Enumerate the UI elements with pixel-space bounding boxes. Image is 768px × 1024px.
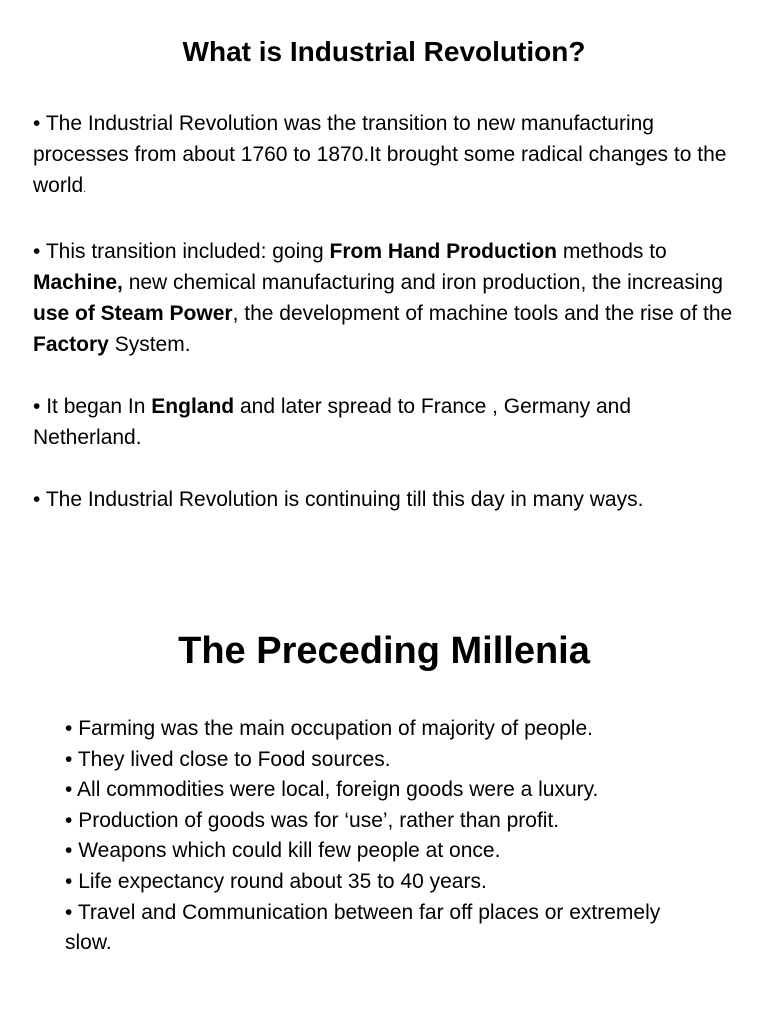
bold-phrase: Machine, xyxy=(33,271,123,294)
bold-phrase: From Hand Production xyxy=(329,240,557,263)
list-item xyxy=(65,806,665,837)
paragraph-text: This transition included: going xyxy=(45,240,330,263)
paragraph-text: The Industrial Revolution is continuing till this day in many ways. xyxy=(45,488,644,511)
list-item xyxy=(65,898,665,959)
bullet-list xyxy=(65,714,665,959)
bullet-glyph: • xyxy=(65,808,73,832)
slide-title: The Preceding Millenia xyxy=(178,630,590,672)
list-item-text: Travel and Communication between far off places or extremely slow. xyxy=(65,900,661,955)
bullet-glyph: • xyxy=(33,395,41,418)
list-item-text: Life expectancy round about 35 to 40 years. xyxy=(78,869,487,893)
bullet-glyph: • xyxy=(33,488,41,511)
bullet-glyph: • xyxy=(33,240,41,263)
list-item-text: Production of goods was for ‘use’, rather than profit. xyxy=(78,808,560,832)
list-item xyxy=(65,836,665,867)
bullet-glyph: • xyxy=(65,717,73,740)
slide-preceding-millenia xyxy=(0,590,768,1024)
list-item-text: Farming was the main occupation of majority of people. xyxy=(78,717,593,740)
list-item-text: They lived close to Food sources. xyxy=(77,747,391,771)
paragraph-text: , the development of machine tools and the rise of the xyxy=(232,302,733,325)
paragraph-text: new chemical manufacturing and iron production, the increasing xyxy=(122,271,723,294)
bold-phrase: use of Steam Power xyxy=(33,302,233,325)
list-item-text: All commodities were local, foreign goods were a luxury. xyxy=(77,778,599,802)
bullet-paragraph-1 xyxy=(33,108,733,205)
list-item-text: Weapons which could kill few people at once. xyxy=(78,839,501,863)
bullet-paragraph-3 xyxy=(33,391,733,453)
bullet-paragraph-2 xyxy=(33,236,733,360)
bullet-glyph: • xyxy=(65,869,73,893)
bullet-paragraph-4 xyxy=(33,484,733,515)
bullet-glyph: • xyxy=(65,900,73,924)
bullet-glyph: • xyxy=(33,112,41,135)
bullet-glyph: • xyxy=(65,778,73,802)
paragraph-tail: . xyxy=(83,184,86,195)
slide-title: What is Industrial Revolution? xyxy=(182,36,586,67)
bold-phrase: England xyxy=(151,395,235,418)
bold-phrase: Factory xyxy=(33,333,109,356)
list-item xyxy=(65,867,665,898)
slide-body xyxy=(33,108,733,546)
list-item xyxy=(65,745,665,776)
paragraph-text: It began In xyxy=(46,395,152,418)
bullet-glyph: • xyxy=(65,747,73,771)
paragraph-text: System. xyxy=(108,333,191,356)
paragraph-text: The Industrial Revolution was the transition to new manufacturing processes from about 1760 to 1870.It brought some radical changes to the world xyxy=(33,112,727,197)
list-item xyxy=(65,775,665,806)
list-item xyxy=(65,714,665,745)
paragraph-text: methods to xyxy=(557,240,667,263)
paragraph-text: and later spread to France , Germany and Netherland. xyxy=(33,395,632,449)
bullet-glyph: • xyxy=(65,839,73,863)
